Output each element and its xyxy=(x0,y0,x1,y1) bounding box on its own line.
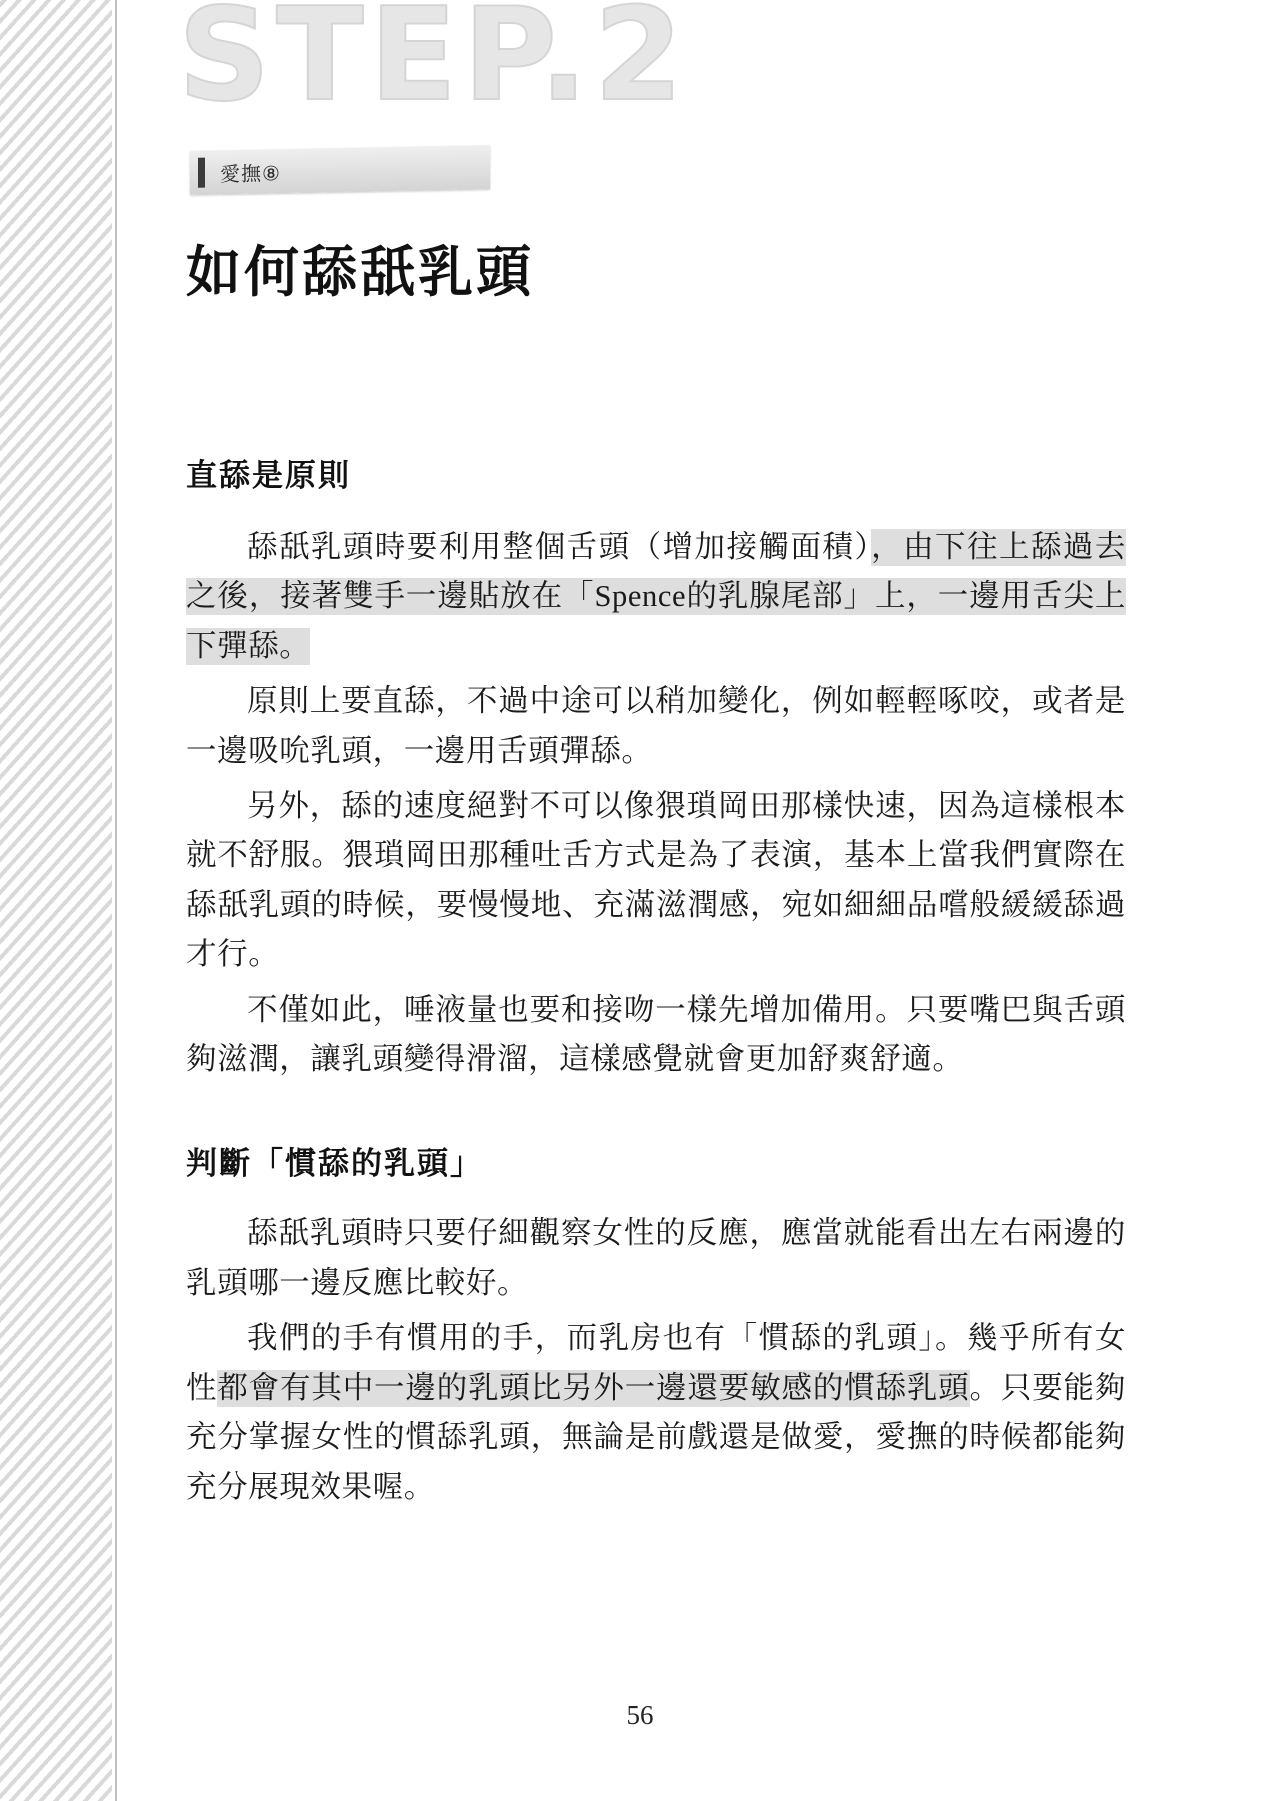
step-watermark: STEP.2 xyxy=(178,0,689,130)
left-stripe-decoration xyxy=(0,0,112,1801)
highlighted-text: ，由下往上舔過去之後，接著雙手一邊貼放在「Spence的乳腺尾部」上，一邊用舌尖上下彈舔。 xyxy=(186,530,1127,663)
text-run: 另外，舔的速度絕對不可以像猥瑣岡田那樣快速，因為這樣根本就不舒服。猥瑣岡田那種吐舌方式是為了表演，基本上當我們實際在舔舐乳頭的時候，要慢慢地、充滿滋潤感，宛如細細品嚐般緩緩舔過才行。 xyxy=(186,789,1126,972)
text-run: 原則上要直舔，不過中途可以稍加變化，例如輕輕啄咬，或者是一邊吸吮乳頭，一邊用舌頭彈舔。 xyxy=(186,684,1126,768)
body-paragraph xyxy=(186,523,1126,671)
body-paragraph xyxy=(186,1209,1126,1308)
text-run: 舔舐乳頭時要利用整個舌頭（增加接觸面積） xyxy=(247,530,872,564)
section-heading-1: 直舔是原則 xyxy=(186,458,351,494)
tag-label: 愛撫⑧ xyxy=(220,161,281,187)
section-block xyxy=(186,450,1126,1084)
body-paragraph xyxy=(186,782,1126,980)
tag-accent-bar xyxy=(198,158,205,188)
page-number: 56 xyxy=(626,1700,654,1730)
section-heading-2: 判斷「慣舔的乳頭」 xyxy=(186,1146,483,1183)
highlighted-text: 都會有其中一邊的乳頭比另外一邊還要敏感的慣舔乳頭 xyxy=(217,1370,970,1405)
text-run: 。只要能夠充分掌握女性的慣舔乳頭，無論是前戲還是做愛，愛撫的時候都能夠充分展現效果喔。 xyxy=(186,1370,1126,1504)
left-margin-rule xyxy=(115,0,117,1801)
body-paragraph xyxy=(186,677,1126,776)
text-run: 不僅如此，唾液量也要和接吻一樣先增加備用。只要嘴巴與舌頭夠滋潤，讓乳頭變得滑溜，這樣感覺就會更加舒爽舒適。 xyxy=(186,992,1126,1077)
text-run: 我們的手有慣用的手，而乳房也有「慣舔的乳頭」。幾乎所有女性 xyxy=(186,1321,1126,1405)
page-title: 如何舔舐乳頭 xyxy=(186,240,535,304)
body-paragraph xyxy=(186,1314,1126,1512)
body-column xyxy=(186,450,1126,1512)
text-run: 舔舐乳頭時只要仔細觀察女性的反應，應當就能看出左右兩邊的乳頭哪一邊反應比較好。 xyxy=(186,1216,1126,1300)
section-block xyxy=(186,1138,1126,1511)
section-tag xyxy=(190,145,490,195)
body-paragraph xyxy=(186,986,1126,1085)
section-2-paragraphs xyxy=(186,1209,1126,1511)
section-1-paragraphs xyxy=(186,523,1126,1084)
